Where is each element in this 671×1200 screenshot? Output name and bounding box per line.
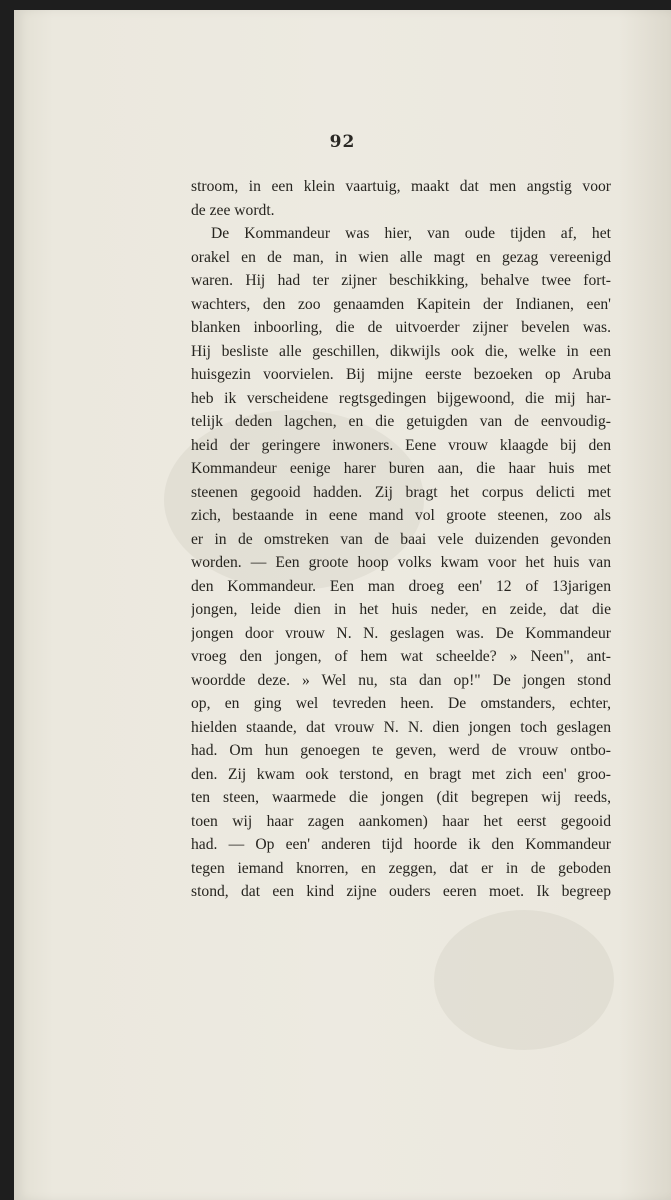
text-line: den. Zij kwam ook terstond, en bragt met zich een' groo- <box>191 765 611 783</box>
text-line: ten steen, waarmede die jongen (dit begrepen wij reeds, <box>191 789 611 806</box>
text-line: heb ik verscheidene regtsgedingen bijgewoond, die mij har- <box>191 389 611 407</box>
text-line: had. Om hun genoegen te geven, werd de vrouw ontbo- <box>191 742 611 759</box>
text-line: orakel en de man, in wien alle magt en gezag vereenigd <box>191 248 611 266</box>
text-line: de zee wordt. <box>191 201 275 219</box>
text-line: Hij besliste alle geschillen, dikwijls ook die, welke in een <box>191 342 611 360</box>
text-line: zich, bestaande in eene mand vol groote steenen, zoo als <box>191 507 611 524</box>
text-line: stroom, in een klein vaartuig, maakt dat men angstig voor <box>191 178 611 195</box>
text-line: had. — Op een' anderen tijd hoorde ik den Kommandeur <box>191 836 611 853</box>
text-line: stond, dat een kind zijne ouders eeren moet. Ik begreep <box>191 883 611 900</box>
text-line: hielden staande, dat vrouw N. N. dien jongen toch geslagen <box>191 718 611 736</box>
text-line: woordde deze. » Wel nu, sta dan op!" De jongen stond <box>191 671 611 689</box>
text-line: den Kommandeur. Een man droeg een' 12 of 13jarigen <box>191 577 611 595</box>
text-line: wachters, den zoo genaamden Kapitein der Indianen, een' <box>191 295 611 313</box>
body-text <box>191 175 611 904</box>
text-line: waren. Hij had ter zijner beschikking, behalve twee fort- <box>191 272 611 289</box>
text-line: worden. — Een groote hoop volks kwam voor het huis van <box>191 554 611 571</box>
text-line: vroeg den jongen, of hem wat scheelde? » Neen", ant- <box>191 648 611 665</box>
text-line: jongen door vrouw N. N. geslagen was. De Kommandeur <box>191 624 611 642</box>
text-line: er in de omstreken van de baai vele duizenden gevonden <box>191 530 611 548</box>
text-line: op, en ging wel tevreden heen. De omstanders, echter, <box>191 695 611 712</box>
text-line: Kommandeur eenige harer buren aan, die haar huis met <box>191 460 611 477</box>
text-line: toen wij haar zagen aankomen) haar het eerst gegooid <box>191 812 611 830</box>
text-line: tegen iemand knorren, en zeggen, dat er in de geboden <box>191 859 611 877</box>
text-line: blanken inboorling, die de uitvoerder zijner bevelen was. <box>191 319 611 336</box>
text-line: huisgezin voorvielen. Bij mijne eerste bezoeken op Aruba <box>191 366 611 383</box>
text-line: steenen gegooid hadden. Zij bragt het corpus delicti met <box>191 483 611 501</box>
text-line: heid der geringere inwoners. Eene vrouw klaagde bij den <box>191 436 611 454</box>
text-line: jongen, leide dien in het huis neder, en zeide, dat die <box>191 601 611 618</box>
text-line: telijk deden lagchen, en die getuigden van de eenvoudig- <box>191 413 611 430</box>
book-page <box>14 10 671 1200</box>
text-line: De Kommandeur was hier, van oude tijden af, het <box>211 225 611 242</box>
paper-stain <box>434 910 614 1050</box>
page-number: 92 <box>329 132 356 152</box>
